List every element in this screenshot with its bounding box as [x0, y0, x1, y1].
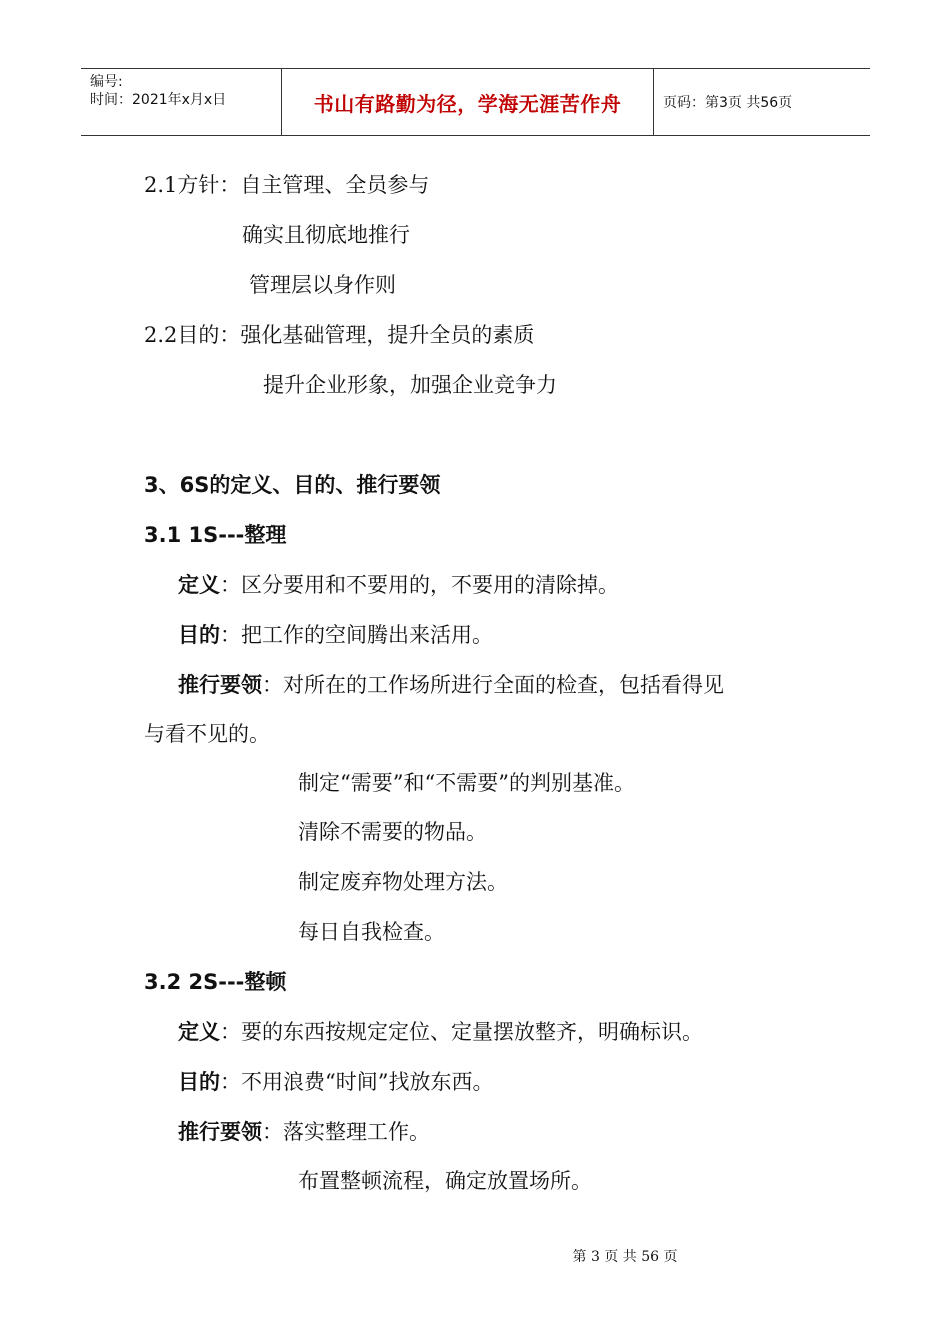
key-points-text: ：落实整理工作。 [262, 1120, 430, 1144]
purpose-label: 目的 [178, 1070, 220, 1094]
definition-label: 定义 [178, 1020, 220, 1044]
section-3-2-definition [178, 1018, 703, 1046]
section-2-2-purpose: 2.2目的：强化基础管理，提升全员的素质 [144, 323, 535, 347]
definition-text: ：区分要用和不要用的，不要用的清除掉。 [220, 573, 619, 597]
section-2-1-policy-line3: 管理层以身作则 [249, 273, 396, 297]
key-points-text: ：对所在的工作场所进行全面的检查，包括看得见 [262, 673, 724, 697]
definition-text: ：要的东西按规定定位、定量摆放整齐，明确标识。 [220, 1020, 703, 1044]
document-number-label: 编号: [90, 74, 123, 90]
key-points-label: 推行要领 [178, 1120, 262, 1144]
section-3-2-heading: 3.2 2S---整顿 [144, 970, 287, 994]
section-3-1-key-points [178, 671, 724, 699]
key-points-label: 推行要领 [178, 673, 262, 697]
page-header [81, 68, 870, 136]
section-2-2-purpose-line2: 提升企业形象，加强企业竞争力 [263, 373, 557, 397]
definition-label: 定义 [178, 573, 220, 597]
header-page-info: 页码：第3页 共56页 [663, 95, 793, 111]
section-3-2-key-points [178, 1118, 430, 1146]
section-3-heading: 3、6S的定义、目的、推行要领 [144, 473, 441, 497]
document-date: 时间：2021年x月x日 [90, 92, 227, 108]
section-3-1-heading: 3.1 1S---整理 [144, 523, 287, 547]
section-3-2-step: 布置整顿流程，确定放置场所。 [298, 1169, 592, 1193]
section-3-1-step: 每日自我检查。 [298, 920, 445, 944]
section-3-1-step: 制定“需要”和“不需要”的判别基准。 [298, 771, 635, 795]
purpose-text: ：不用浪费“时间”找放东西。 [220, 1070, 494, 1094]
section-2-1-policy-line2: 确实且彻底地推行 [242, 223, 410, 247]
purpose-text: ：把工作的空间腾出来活用。 [220, 623, 493, 647]
section-3-1-definition [178, 571, 619, 599]
section-3-2-purpose [178, 1068, 493, 1096]
header-motto: 书山有路勤为径，学海无涯苦作舟 [282, 69, 654, 135]
header-meta [81, 69, 282, 135]
section-3-1-step: 清除不需要的物品。 [298, 820, 487, 844]
section-3-1-step: 制定废弃物处理方法。 [298, 870, 508, 894]
section-3-1-key-points-cont: 与看不见的。 [144, 722, 270, 746]
purpose-label: 目的 [178, 623, 220, 647]
page-footer: 第 3 页 共 56 页 [572, 1249, 678, 1265]
section-3-1-purpose [178, 621, 493, 649]
section-2-1-policy: 2.1方针：自主管理、全员参与 [144, 173, 430, 197]
